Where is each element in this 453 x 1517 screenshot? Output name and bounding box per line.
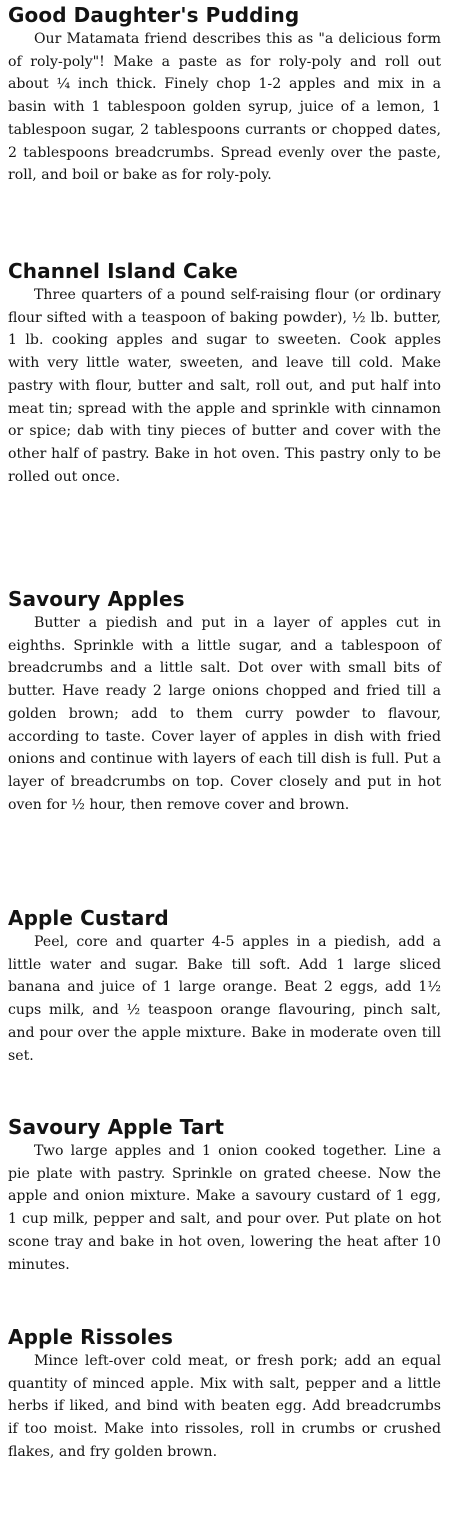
recipe-savoury-apple-tart — [8, 1114, 441, 1276]
recipe-good-daughters-pudding — [8, 2, 441, 187]
recipe-channel-island-cake — [8, 258, 441, 488]
recipe-title: Channel Island Cake — [8, 259, 238, 283]
recipe-instructions: Three quarters of a pound self-raising flour (or ordinary flour sifted with a teaspoon of baking powder), ½ lb. butter, 1 lb. cooking apples and sugar to sweeten. Cook apples with very little water, sweeten, and leave till cold. Make pastry with flour, butter and salt, roll out, and put half into meat tin; spread with the apple and sprinkle with cinnamon or spice; dab with tiny pieces of butter and cover with the other half of pastry. Bake in hot oven. This pastry only to be rolled out once. — [8, 287, 441, 485]
recipe-title: Good Daughter's Pudding — [8, 3, 300, 27]
recipe-title: Savoury Apple Tart — [8, 1115, 225, 1139]
recipe-savoury-apples — [8, 586, 441, 816]
recipe-instructions: Peel, core and quarter 4-5 apples in a piedish, add a little water and sugar. Bake till soft. Add 1 large sliced banana and juice of 1 large orange. Beat 2 eggs, add 1½ cups milk, and ½ teaspoon orange flavouring, pinch salt, and pour over the apple mixture. Bake in moderate oven till set. — [8, 934, 441, 1064]
recipe-title: Apple Custard — [8, 906, 169, 930]
recipe-title: Savoury Apples — [8, 587, 185, 611]
recipe-instructions: Our Matamata friend describes this as "a delicious form of roly-poly"! Make a paste as for roly-poly and roll out about ¼ inch thick. Finely chop 1-2 apples and mix in a basin with 1 tablespoon golden syrup, juice of a lemon, 1 tablespoon sugar, 2 tablespoons currants or chopped dates, 2 tablespoons breadcrumbs. Spread evenly over the paste, roll, and boil or bake as for roly-poly. — [8, 31, 441, 184]
recipe-instructions: Mince left-over cold meat, or fresh pork; add an equal quantity of minced apple. Mix with salt, pepper and a little herbs if liked, and bind with beaten egg. Add breadcrumbs if too moist. Make into rissoles, roll in crumbs or crushed flakes, and fry golden brown. — [8, 1353, 441, 1460]
recipe-instructions: Two large apples and 1 onion cooked together. Line a pie plate with pastry. Sprinkle on grated cheese. Now the apple and onion mixture. Make a savoury custard of 1 egg, 1 cup milk, pepper and salt, and pour over. Put plate on hot scone tray and bake in hot oven, lowering the heat after 10 minutes. — [8, 1143, 441, 1273]
recipe-title: Apple Rissoles — [8, 1325, 174, 1349]
recipe-instructions: Butter a piedish and put in a layer of apples cut in eighths. Sprinkle with a little sugar, and a tablespoon of breadcrumbs and a little salt. Dot over with small bits of butter. Have ready 2 large onions chopped and fried till a golden brown; add to them curry powder to flavour, according to taste. Cover layer of apples in dish with fried onions and continue with layers of each till dish is full. Put a layer of breadcrumbs on top. Cover closely and put in hot oven for ½ hour, then remove cover and brown. — [8, 615, 441, 813]
recipe-apple-custard — [8, 905, 441, 1067]
recipe-apple-rissoles — [8, 1324, 441, 1464]
